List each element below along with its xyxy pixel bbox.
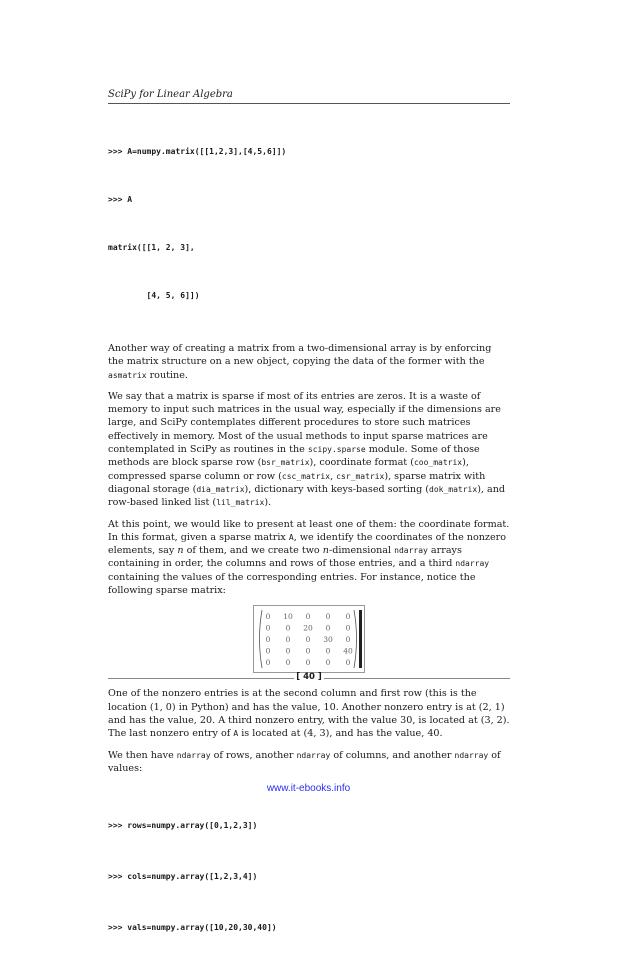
text: , we identify the coordinates of the nonzero elements, say <box>108 531 507 557</box>
matrix-cell: 0 <box>285 635 291 645</box>
text: -dimensional <box>328 545 395 557</box>
matrix-cell: 0 <box>265 658 271 668</box>
matrix-cell: 0 <box>325 658 331 668</box>
text: ), compressed sparse column or row ( <box>108 457 469 482</box>
footer-rule-right <box>324 678 510 679</box>
inline-code: ndarray <box>455 559 490 569</box>
matrix-edge-bar <box>359 610 362 668</box>
matrix-cell: 0 <box>305 612 311 622</box>
text: of them, and we create two <box>183 545 323 557</box>
site-link[interactable]: www.it-ebooks.info <box>266 783 351 794</box>
matrix-cell: 0 <box>345 623 351 633</box>
inline-code: coo_matrix <box>413 458 463 468</box>
text: of columns, and another <box>330 749 455 761</box>
matrix-cell: 0 <box>345 635 351 645</box>
code-line: >>> cols=numpy.array([1,2,3,4]) <box>108 872 258 882</box>
matrix-cell: 0 <box>265 623 271 633</box>
code-line: matrix([[1, 2, 3], <box>108 243 195 252</box>
matrix-cell: 0 <box>285 646 291 656</box>
matrix-cell: 40 <box>343 646 353 656</box>
text: is located at (4, 3), and has the value, 40. <box>238 728 443 740</box>
matrix-cell: 0 <box>305 635 311 645</box>
text: arrays containing in order, the columns and rows of those entries, and a third <box>108 545 462 570</box>
inline-code: dok_matrix <box>429 484 478 494</box>
inline-code: ndarray <box>394 546 428 556</box>
text: ), coordinate format ( <box>309 457 414 469</box>
page-body <box>108 89 510 970</box>
code-block-arrays <box>108 783 510 970</box>
code-block-matrix <box>108 112 510 336</box>
text: Another way of creating a matrix from a two-dimensional array is by enforcing the matrix structure on a new object, copying the data of the former with the <box>108 343 492 368</box>
paragraph-asmatrix <box>108 342 510 382</box>
text: ), sparse matrix with diagonal storage ( <box>108 470 486 495</box>
text: One of the nonzero entries is at the second column and first row (this is the location (1, 0) in Python) and has the value, 10. Another nonzero entry is at (2, 1) and has the value, 20. A third nonzero entry, with the value 30, is located at (3, 2). The last nonzero entry of <box>108 688 510 740</box>
text: We then have <box>108 749 177 761</box>
inline-code: ndarray <box>454 750 489 760</box>
matrix-cell: 0 <box>265 646 271 656</box>
matrix-cell: 0 <box>325 612 331 622</box>
footer-rule-left <box>108 678 294 679</box>
inline-code: csc_matrix <box>281 471 331 481</box>
math-n: n <box>177 545 184 557</box>
inline-code: ndarray <box>296 750 331 760</box>
text: At this point, we would like to present at least one of them: the coordinate format. In this format, given a sparse matrix <box>108 518 510 543</box>
matrix-cell: 0 <box>305 658 311 668</box>
matrix-cell: 0 <box>285 658 291 668</box>
inline-code: dia_matrix <box>196 484 245 494</box>
text: ), dictionary with keys-based sorting ( <box>244 483 430 495</box>
inline-code: A <box>288 532 294 542</box>
matrix-cell: 0 <box>325 646 331 656</box>
text: of rows, another <box>210 749 297 761</box>
code-line: [4, 5, 6]]) <box>108 291 200 300</box>
page-number: [ 40 ] <box>296 672 322 682</box>
matrix-cell: 0 <box>345 612 351 622</box>
text: We say that a matrix is sparse if most of its entries are zeros. It is a waste of memory to input such matrices in the usual way, especially if the dimensions are large, and SciPy contemplates different procedures to store such matrices effectively in memory. Most of the usual methods to input sparse matrices are contemplated in SciPy as routines in the <box>108 390 501 456</box>
code-line: >>> A=numpy.matrix([[1,2,3],[4,5,6]]) <box>108 147 287 156</box>
text: , <box>330 470 337 482</box>
running-header: SciPy for Linear Algebra <box>108 89 510 104</box>
code-line: >>> A <box>108 195 133 204</box>
text: ), and row-based linked list ( <box>108 483 506 509</box>
matrix-cell: 20 <box>303 623 313 633</box>
inline-code: asmatrix <box>108 370 147 380</box>
right-bracket <box>354 610 357 668</box>
left-bracket <box>260 610 263 668</box>
paragraph-ndarrays <box>108 749 510 776</box>
matrix-cell: 30 <box>323 635 333 645</box>
text: containing the values of the corresponding entries. For instance, notice the following sparse matrix: <box>108 571 476 597</box>
inline-code: lil_matrix <box>216 498 265 508</box>
matrix-cell: 0 <box>265 635 271 645</box>
matrix-cell: 0 <box>345 658 351 668</box>
code-line: >>> vals=numpy.array([10,20,30,40]) <box>108 923 277 933</box>
inline-code: scipy.sparse <box>307 445 366 455</box>
paragraph-coordinate-format <box>108 518 510 598</box>
inline-code: csr_matrix <box>336 471 385 481</box>
text: of values: <box>108 749 501 774</box>
matrix-cell: 0 <box>325 623 331 633</box>
code-line: >>> rows=numpy.array([0,1,2,3]) <box>108 821 258 831</box>
paragraph-sparse-intro <box>108 390 510 510</box>
inline-code: A <box>233 729 239 739</box>
inline-code: bsr_matrix <box>261 458 310 468</box>
matrix-cell: 10 <box>283 612 293 622</box>
matrix-cells <box>266 612 353 667</box>
text: ). <box>264 497 272 509</box>
sparse-matrix <box>254 606 364 672</box>
text: module. Some of those methods are block sparse row ( <box>108 444 480 469</box>
text: routine. <box>146 369 188 381</box>
inline-code: ndarray <box>176 750 211 760</box>
math-n: n <box>322 545 329 557</box>
matrix-cell: 0 <box>305 646 311 656</box>
paragraph-nonzero-entries <box>108 687 510 740</box>
matrix-cell: 0 <box>265 612 271 622</box>
matrix-cell: 0 <box>285 623 291 633</box>
page-footer <box>108 672 510 684</box>
sparse-matrix-figure <box>253 605 365 673</box>
